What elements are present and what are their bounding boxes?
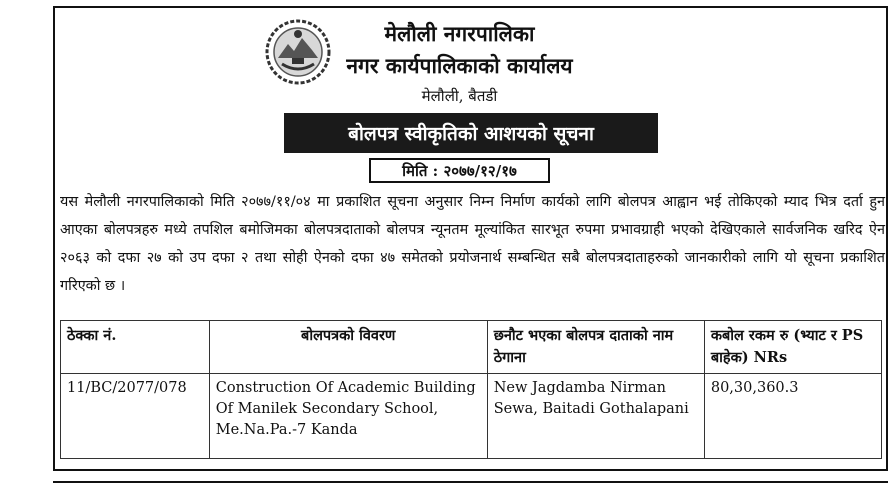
bottom-divider	[53, 481, 888, 483]
header-bid-amount: कबोल रकम रु (भ्याट र PS बाहेक) NRs	[704, 321, 881, 374]
office-location: मेलौली, बैतडी	[421, 87, 498, 105]
cell-bid-amount: 80,30,360.3	[704, 374, 881, 459]
notice-date-box	[369, 158, 550, 183]
office-name: नगर कार्यपालिकाको कार्यालय	[346, 53, 573, 78]
cell-bid-description: Construction Of Academic Building Of Manilek Secondary School, Me.Na.Pa.-7 Kanda	[209, 374, 487, 459]
notice-date: मिति : २०७७/१२/१७	[402, 161, 517, 180]
table-header-row	[61, 321, 882, 374]
cell-selected-bidder: New Jagdamba Nirman Sewa, Baitadi Gothalapani	[487, 374, 704, 459]
notice-title: बोलपत्र स्वीकृतिको आशयको सूचना	[348, 123, 594, 145]
org-name: मेलौली नगरपालिका	[384, 21, 535, 46]
table-row	[61, 374, 882, 459]
notice-title-banner	[284, 113, 658, 153]
award-table	[60, 320, 882, 459]
header-selected-bidder: छनौट भएका बोलपत्र दाताको नाम ठेगाना	[487, 321, 704, 374]
notice-paragraph: यस मेलौली नगरपालिकाको मिति २०७७/११/०४ मा प्रकाशित सूचना अनुसार निम्न निर्माण कार्यको लागि बोलपत्र आह्वान भई तोकिएको म्याद भित्र दर्ता हुन आएका बोलपत्रहरु मध्ये तपशिल बमोजिमका बोलपत्रदाताको बोलपत्र न्यूनतम मूल्यांकित सारभूत रुपमा प्रभावग्राही भएको देखिएकाले सार्वजनिक खरिद ऐन २०६३ को दफा २७ को उप दफा २ तथा सोही ऐनको दफा ४७ समेतको प्रयोजनार्थ सम्बन्धित सबै बोलपत्रदाताहरुको जानकारीको लागि यो सूचना प्रकाशित गरिएको छ ।	[60, 194, 885, 294]
header-contract-no: ठेक्का नं.	[61, 321, 210, 374]
cell-contract-no: 11/BC/2077/078	[61, 374, 210, 459]
header-bid-description: बोलपत्रको विवरण	[209, 321, 487, 374]
